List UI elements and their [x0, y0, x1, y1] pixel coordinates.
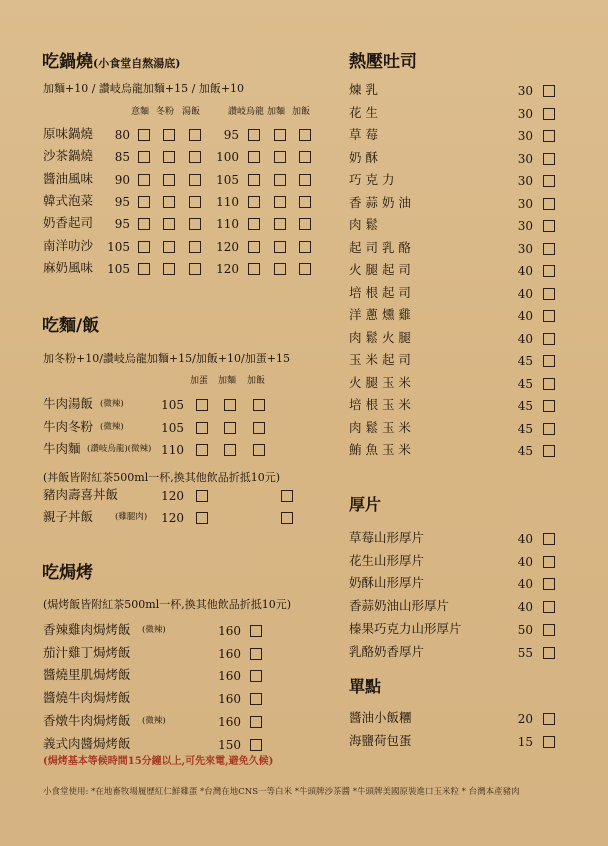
- noodles-item-name: 牛肉湯飯: [43, 396, 94, 411]
- noodles-col-header: 加蛋: [190, 376, 209, 386]
- hotpot-item-price: 95: [114, 194, 130, 209]
- hotpot-item-price-udon: 95: [223, 128, 239, 142]
- baked-checkbox[interactable]: [250, 693, 262, 705]
- don-checkbox[interactable]: [196, 490, 208, 502]
- hotpot-checkbox[interactable]: [163, 129, 175, 141]
- don-checkbox[interactable]: [196, 512, 208, 524]
- noodles-item-name: 牛肉麵: [43, 441, 81, 456]
- hotpot-item-price-udon: 100: [216, 150, 239, 165]
- hotpot-addon-note: 加麵+10 / 讚岐烏龍加麵+15 / 加飯+10: [43, 82, 245, 95]
- toast-checkbox[interactable]: [543, 310, 555, 322]
- noodles-item-tag: (微辣): [100, 399, 124, 409]
- noodles-col-header: 加麵: [218, 376, 237, 386]
- baked-item-name: 香辣雞肉焗烤飯: [43, 622, 131, 637]
- thick-checkbox[interactable]: [543, 601, 555, 613]
- toast-checkbox[interactable]: [543, 108, 555, 120]
- hotpot-checkbox[interactable]: [189, 174, 201, 186]
- thick-checkbox[interactable]: [543, 533, 555, 545]
- baked-item-price: 160: [218, 624, 241, 638]
- hotpot-checkbox[interactable]: [189, 151, 201, 163]
- single-item-name: 海鹽荷包蛋: [349, 733, 412, 748]
- hotpot-item-price-udon: 110: [216, 217, 239, 232]
- don-item-name: 豬肉壽喜丼飯: [43, 487, 119, 502]
- hotpot-item-name: 醬油風味: [43, 170, 94, 186]
- toast-checkbox[interactable]: [543, 445, 555, 457]
- hotpot-title: 吃鍋燒(小食堂自熬湯底): [42, 52, 181, 72]
- single-item-name: 醬油小飯糰: [349, 710, 412, 725]
- noodles-item-name: 牛肉冬粉: [43, 418, 94, 434]
- hotpot-item-name: 麻奶風味: [43, 259, 94, 275]
- toast-checkbox[interactable]: [543, 153, 555, 165]
- toast-item-name: 火 腿 玉 米: [349, 374, 411, 390]
- hotpot-col-header: 湯飯: [182, 107, 201, 117]
- noodles-checkbox[interactable]: [196, 444, 208, 456]
- toast-item-name: 肉 鬆 火 腿: [349, 329, 411, 345]
- baked-item-price: 160: [218, 669, 241, 684]
- don-checkbox[interactable]: [281, 512, 293, 524]
- noodles-title: 吃麵/飯: [42, 316, 100, 336]
- baked-item-name: 醬燒牛肉焗烤飯: [43, 690, 131, 706]
- baked-note: (焗烤飯皆附紅茶500ml一杯,換其他飲品折抵10元): [43, 598, 292, 611]
- hotpot-item-price: 105: [107, 261, 130, 276]
- hotpot-checkbox[interactable]: [138, 218, 150, 230]
- thick-item-name: 榛果巧克力山形厚片: [349, 620, 462, 636]
- toast-item-name: 香 蒜 奶 油: [349, 194, 411, 210]
- single-title: 單點: [349, 677, 382, 696]
- don-item-tag: (雞腿肉): [115, 512, 148, 522]
- hotpot-col-header: 加飯: [292, 107, 311, 117]
- toast-item-name: 培 根 起 司: [349, 284, 411, 300]
- hotpot-checkbox[interactable]: [299, 241, 311, 253]
- toast-checkbox[interactable]: [543, 175, 555, 187]
- noodles-checkbox[interactable]: [224, 422, 236, 434]
- toast-item-name: 培 根 玉 米: [349, 397, 411, 412]
- hotpot-checkbox[interactable]: [163, 241, 175, 253]
- noodles-checkbox[interactable]: [253, 444, 265, 456]
- hotpot-checkbox[interactable]: [163, 174, 175, 186]
- thick-toast-title: 厚片: [349, 495, 382, 514]
- toast-item-name: 肉 鬆: [349, 217, 378, 232]
- hotpot-col-header: 意麵: [131, 107, 150, 117]
- hotpot-col-header: 加麵: [267, 107, 286, 117]
- baked-item-price: 160: [218, 646, 241, 661]
- single-item-price: 20: [517, 712, 533, 726]
- hotpot-checkbox[interactable]: [189, 241, 201, 253]
- hotpot-checkbox[interactable]: [163, 196, 175, 208]
- thick-item-name: 香蒜奶油山形厚片: [349, 598, 450, 614]
- hotpot-item-price: 85: [114, 150, 130, 165]
- hotpot-checkbox[interactable]: [299, 129, 311, 141]
- thick-item-name: 乳酪奶香厚片: [349, 643, 425, 659]
- ingredient-footer: 小食堂使用: *在地畜牧場履歷紅仁鮮雞蛋 *台灣在地CNS一等白米 *牛頭牌沙茶醬 *牛頭牌美國原裝進口玉米粒 * 台灣本產豬肉: [43, 787, 520, 797]
- toast-checkbox[interactable]: [543, 130, 555, 142]
- toast-checkbox[interactable]: [543, 400, 555, 412]
- thick-item-name: 花生山形厚片: [349, 552, 425, 568]
- hotpot-checkbox[interactable]: [299, 196, 311, 208]
- toast-checkbox[interactable]: [543, 288, 555, 300]
- hotpot-checkbox[interactable]: [248, 263, 260, 275]
- baked-item-name: 香燉牛肉焗烤飯: [43, 712, 131, 728]
- hotpot-checkbox[interactable]: [138, 241, 150, 253]
- toast-item-price: 30: [517, 151, 533, 166]
- toast-item-price: 40: [517, 309, 533, 323]
- baked-checkbox[interactable]: [250, 716, 262, 728]
- noodles-addon-note: 加冬粉+10/讚岐烏龍加麵+15/加飯+10/加蛋+15: [43, 352, 290, 365]
- noodles-item-price: 105: [161, 420, 184, 435]
- thick-checkbox[interactable]: [543, 624, 555, 636]
- hotpot-checkbox[interactable]: [248, 174, 260, 186]
- thick-item-price: 55: [517, 645, 533, 660]
- thick-item-price: 40: [517, 600, 533, 615]
- hotpot-checkbox[interactable]: [138, 129, 150, 141]
- baked-item-price: 160: [218, 714, 241, 729]
- hotpot-checkbox[interactable]: [248, 218, 260, 230]
- baked-wait-warning: (焗烤基本等候時間15分鐘以上,可先來電,避免久候): [43, 756, 274, 767]
- toast-title: 熱壓吐司: [349, 52, 417, 72]
- toast-item-price: 40: [517, 331, 533, 346]
- hotpot-checkbox[interactable]: [138, 151, 150, 163]
- hotpot-checkbox[interactable]: [274, 196, 286, 208]
- baked-item-name: 茄汁雞丁焗烤飯: [43, 644, 131, 660]
- baked-title: 吃焗烤: [42, 563, 93, 583]
- thick-item-name: 奶酥山形厚片: [349, 575, 425, 591]
- hotpot-item-name: 原味鍋燒: [43, 126, 94, 141]
- hotpot-col-header: 冬粉: [156, 107, 175, 117]
- hotpot-checkbox[interactable]: [299, 263, 311, 275]
- baked-checkbox[interactable]: [250, 739, 262, 751]
- toast-item-price: 40: [517, 264, 533, 278]
- toast-item-price: 45: [517, 354, 533, 368]
- toast-item-price: 45: [517, 444, 533, 458]
- baked-item-tag: (微辣): [142, 715, 166, 726]
- noodles-checkbox[interactable]: [224, 399, 236, 411]
- hotpot-checkbox[interactable]: [248, 129, 260, 141]
- toast-item-price: 30: [517, 129, 533, 143]
- toast-item-name: 洋 蔥 燻 雞: [349, 307, 411, 322]
- hotpot-item-price-udon: 110: [216, 194, 239, 209]
- thick-item-price: 40: [517, 554, 533, 569]
- don-note: (丼飯皆附紅茶500ml一杯,換其他飲品折抵10元): [43, 471, 281, 484]
- baked-item-name: 義式肉醬焗烤飯: [43, 735, 131, 751]
- hotpot-checkbox[interactable]: [299, 174, 311, 186]
- toast-item-name: 肉 鬆 玉 米: [349, 419, 411, 435]
- hotpot-item-name: 南洋叻沙: [43, 237, 94, 253]
- hotpot-checkbox[interactable]: [274, 174, 286, 186]
- hotpot-checkbox[interactable]: [189, 218, 201, 230]
- hotpot-checkbox[interactable]: [163, 151, 175, 163]
- toast-checkbox[interactable]: [543, 198, 555, 210]
- toast-checkbox[interactable]: [543, 243, 555, 255]
- don-item-price: 120: [161, 489, 184, 503]
- toast-item-name: 火 腿 起 司: [349, 262, 411, 277]
- hotpot-checkbox[interactable]: [163, 218, 175, 230]
- hotpot-item-price-udon: 105: [216, 172, 239, 187]
- hotpot-checkbox[interactable]: [189, 196, 201, 208]
- hotpot-subtitle: (小食堂自熬湯底): [93, 57, 181, 70]
- don-checkbox[interactable]: [281, 490, 293, 502]
- noodles-item-tag: (微辣): [100, 421, 124, 432]
- hotpot-item-name: 沙茶鍋燒: [43, 148, 94, 164]
- toast-item-name: 鮪 魚 玉 米: [349, 442, 411, 457]
- hotpot-checkbox[interactable]: [163, 263, 175, 275]
- single-checkbox[interactable]: [543, 713, 555, 725]
- toast-item-price: 30: [517, 84, 533, 98]
- hotpot-item-price: 80: [114, 128, 130, 142]
- baked-checkbox[interactable]: [250, 648, 262, 660]
- toast-checkbox[interactable]: [543, 220, 555, 232]
- baked-item-tag: (微辣): [142, 625, 166, 635]
- noodles-checkbox[interactable]: [253, 422, 265, 434]
- hotpot-item-price-udon: 120: [216, 261, 239, 276]
- noodles-checkbox[interactable]: [224, 444, 236, 456]
- hotpot-checkbox[interactable]: [248, 196, 260, 208]
- thick-checkbox[interactable]: [543, 647, 555, 659]
- toast-checkbox[interactable]: [543, 355, 555, 367]
- noodles-item-price: 105: [161, 398, 184, 412]
- single-checkbox[interactable]: [543, 736, 555, 748]
- thick-checkbox[interactable]: [543, 556, 555, 568]
- noodles-col-header: 加飯: [247, 376, 266, 386]
- toast-item-name: 煉 乳: [349, 82, 378, 97]
- hotpot-checkbox[interactable]: [299, 218, 311, 230]
- baked-checkbox[interactable]: [250, 670, 262, 682]
- thick-checkbox[interactable]: [543, 578, 555, 590]
- hotpot-checkbox[interactable]: [274, 263, 286, 275]
- noodles-checkbox[interactable]: [196, 399, 208, 411]
- hotpot-checkbox[interactable]: [274, 218, 286, 230]
- hotpot-checkbox[interactable]: [189, 129, 201, 141]
- thick-item-price: 40: [517, 577, 533, 592]
- don-item-price: 120: [161, 511, 184, 525]
- thick-item-price: 50: [517, 622, 533, 637]
- noodles-item-tag: (讚岐烏龍)(微辣): [87, 444, 152, 454]
- don-item-name: 親子丼飯: [43, 509, 94, 524]
- baked-checkbox[interactable]: [250, 625, 262, 637]
- hotpot-item-name: 韓式泡菜: [43, 192, 94, 208]
- toast-item-name: 巧 克 力: [349, 172, 395, 187]
- hotpot-checkbox[interactable]: [248, 151, 260, 163]
- toast-item-name: 花 生: [349, 104, 378, 120]
- hotpot-checkbox[interactable]: [248, 241, 260, 253]
- hotpot-col-header: 讚岐烏龍: [228, 107, 265, 117]
- hotpot-item-price: 105: [107, 239, 130, 254]
- hotpot-checkbox[interactable]: [274, 241, 286, 253]
- toast-item-price: 30: [517, 219, 533, 233]
- hotpot-item-price-udon: 120: [216, 239, 239, 254]
- toast-item-name: 玉 米 起 司: [349, 352, 411, 367]
- toast-checkbox[interactable]: [543, 423, 555, 435]
- hotpot-item-name: 奶香起司: [43, 215, 94, 231]
- toast-item-name: 草 莓: [349, 127, 378, 142]
- baked-item-name: 醬燒里肌焗烤飯: [43, 667, 131, 683]
- toast-item-name: 起 司 乳 酪: [349, 239, 411, 255]
- hotpot-checkbox[interactable]: [138, 174, 150, 186]
- hotpot-checkbox[interactable]: [299, 151, 311, 163]
- baked-item-price: 150: [218, 737, 241, 752]
- hotpot-checkbox[interactable]: [189, 263, 201, 275]
- toast-item-price: 30: [517, 106, 533, 121]
- noodles-item-price: 110: [161, 443, 184, 457]
- toast-item-price: 45: [517, 399, 533, 413]
- hotpot-checkbox[interactable]: [138, 196, 150, 208]
- toast-checkbox[interactable]: [543, 265, 555, 277]
- baked-item-price: 160: [218, 692, 241, 707]
- toast-item-price: 45: [517, 421, 533, 436]
- hotpot-checkbox[interactable]: [138, 263, 150, 275]
- noodles-checkbox[interactable]: [253, 399, 265, 411]
- toast-checkbox[interactable]: [543, 85, 555, 97]
- toast-item-price: 40: [517, 286, 533, 301]
- hotpot-item-price: 90: [114, 172, 130, 187]
- hotpot-item-price: 95: [114, 217, 130, 232]
- thick-item-name: 草莓山形厚片: [349, 530, 425, 545]
- toast-item-price: 30: [517, 196, 533, 211]
- toast-item-price: 30: [517, 241, 533, 256]
- single-item-price: 15: [517, 735, 533, 749]
- hotpot-checkbox[interactable]: [274, 151, 286, 163]
- toast-checkbox[interactable]: [543, 333, 555, 345]
- toast-item-name: 奶 酥: [349, 149, 378, 165]
- toast-item-price: 30: [517, 174, 533, 188]
- toast-item-price: 45: [517, 376, 533, 391]
- toast-checkbox[interactable]: [543, 378, 555, 390]
- hotpot-checkbox[interactable]: [274, 129, 286, 141]
- noodles-checkbox[interactable]: [196, 422, 208, 434]
- thick-item-price: 40: [517, 532, 533, 546]
